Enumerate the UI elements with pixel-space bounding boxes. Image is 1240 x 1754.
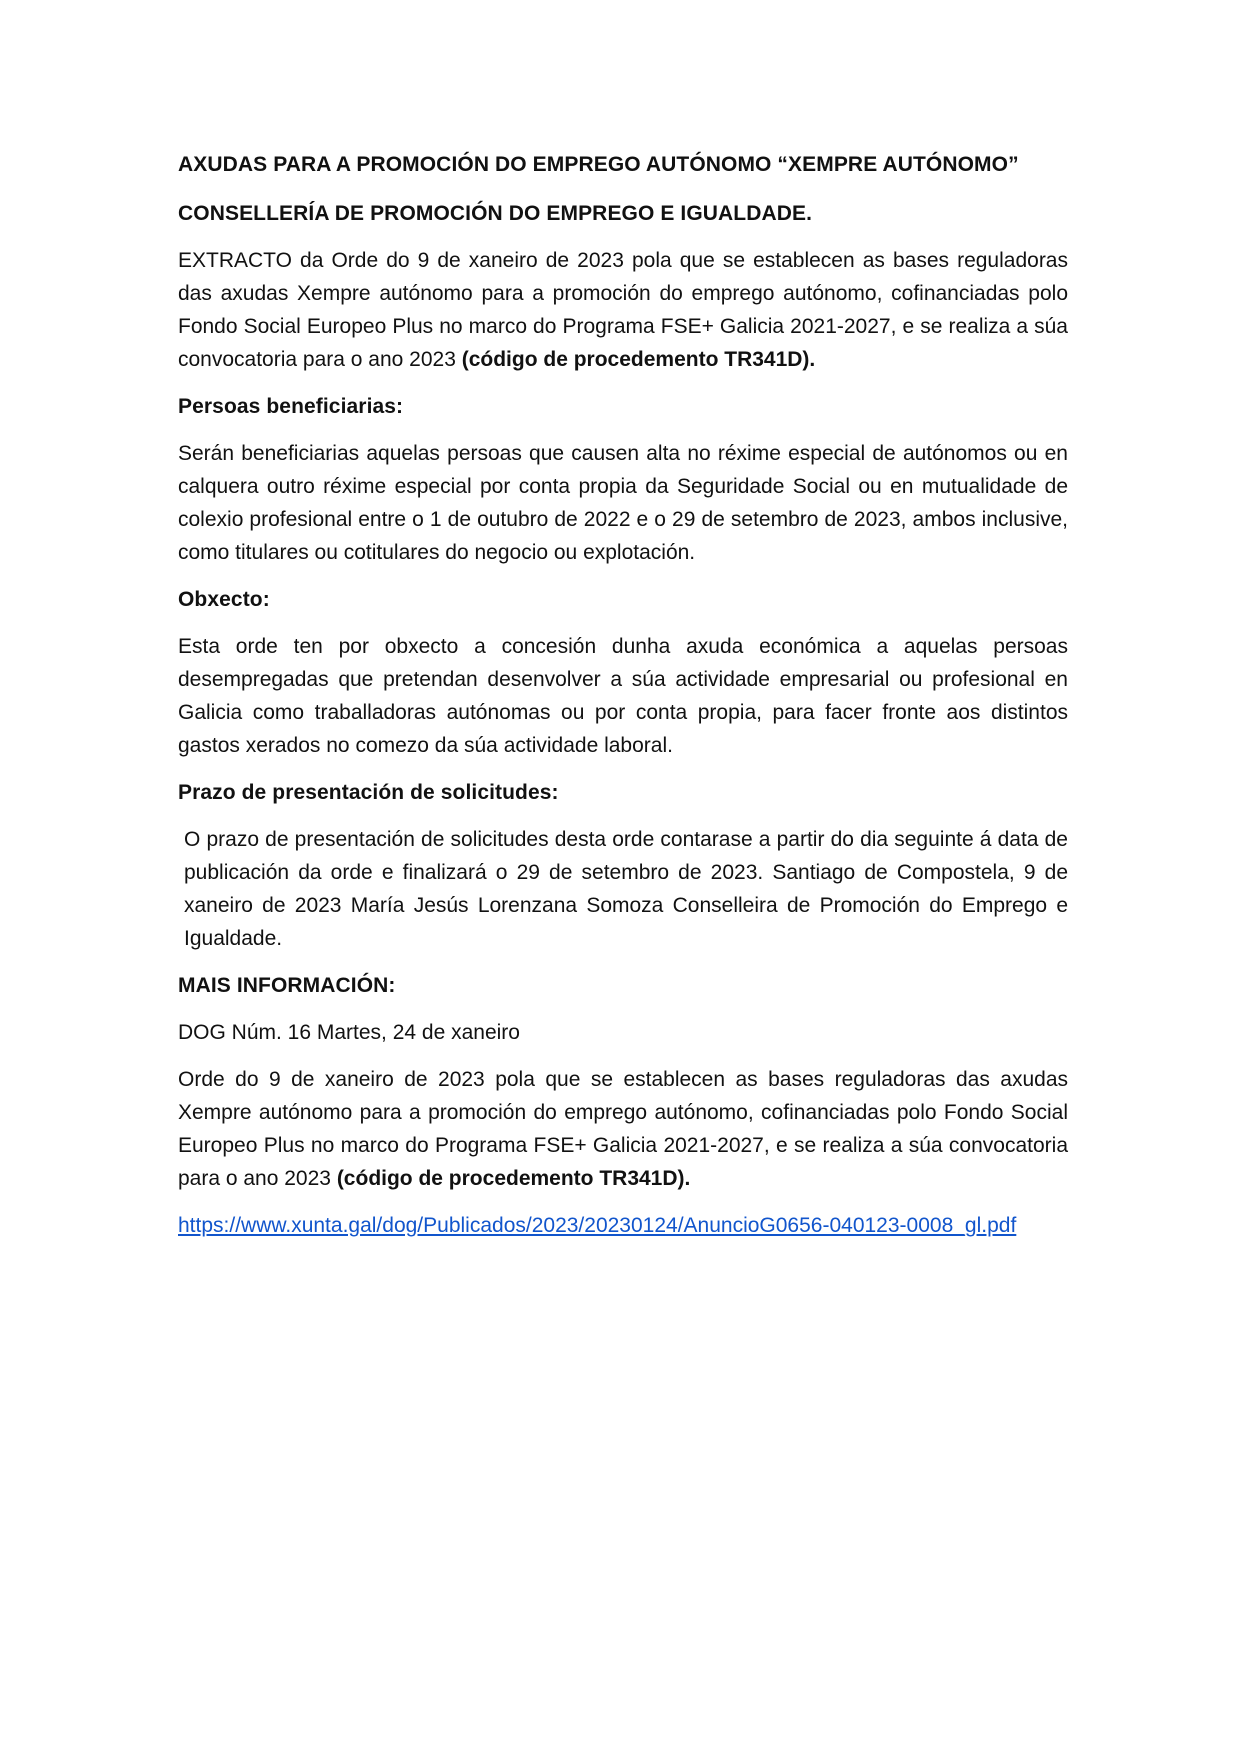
order-text: Orde do 9 de xaneiro de 2023 pola que se establecen as bases reguladoras das axudas Xempre autónomo para a promoción do emprego autónomo, cofinanciadas polo Fondo Social Europeo Plus no marco do Programa FSE+ Galicia 2021-2027, e se realiza a súa convocatoria para o ano 2023 <box>178 1068 1068 1190</box>
order-procedure-code: (código de procedemento TR341D). <box>336 1167 691 1190</box>
document-title: AXUDAS PARA A PROMOCIÓN DO EMPREGO AUTÓNOMO “XEMPRE AUTÓNOMO” <box>178 153 1019 176</box>
section-heading-deadline: Prazo de presentación de solicitudes: <box>178 781 559 804</box>
dog-pdf-link[interactable]: https://www.xunta.gal/dog/Publicados/2023/20230124/AnuncioG0656-040123-0008_gl.pdf <box>178 1214 1017 1237</box>
order-paragraph <box>178 1063 1068 1195</box>
document-page <box>178 148 1068 1256</box>
extract-paragraph <box>178 244 1068 376</box>
section-text-beneficiaries: Serán beneficiarias aquelas persoas que causen alta no réxime especial de autónomos ou en calquera outro réxime especial por conta propia da Seguridade Social ou en mutualidade de colexio profesional entre o 1 de outubro de 2022 e o 29 de setembro de 2023, ambos inclusive, como titulares ou cotitulares do negocio ou explotación. <box>178 442 1068 564</box>
section-heading-beneficiaries: Persoas beneficiarias: <box>178 395 404 418</box>
document-subtitle: CONSELLERÍA DE PROMOCIÓN DO EMPREGO E IGUALDADE. <box>178 202 813 225</box>
extract-text: EXTRACTO da Orde do 9 de xaneiro de 2023 pola que se establecen as bases reguladoras das axudas Xempre autónomo para a promoción do emprego autónomo, cofinanciadas polo Fondo Social Europeo Plus no marco do Programa FSE+ Galicia 2021-2027, e se realiza a súa convocatoria para o ano 2023 <box>178 249 1068 371</box>
dog-reference: DOG Núm. 16 Martes, 24 de xaneiro <box>178 1021 520 1044</box>
more-info-heading: MAIS INFORMACIÓN: <box>178 974 396 997</box>
extract-procedure-code: (código de procedemento TR341D). <box>461 348 816 371</box>
section-heading-object: Obxecto: <box>178 588 270 611</box>
link-paragraph <box>178 1209 1068 1242</box>
section-text-deadline: O prazo de presentación de solicitudes desta orde contarase a partir do dia seguinte á data de publicación da orde e finalizará o 29 de setembro de 2023. Santiago de Compostela, 9 de xaneiro de 2023 María Jesús Lorenzana Somoza Conselleira de Promoción do Emprego e Igualdade. <box>184 828 1068 950</box>
section-text-object: Esta orde ten por obxecto a concesión dunha axuda económica a aquelas persoas desempregadas que pretendan desenvolver a súa actividade empresarial ou profesional en Galicia como traballadoras autónomas ou por conta propia, para facer fronte aos distintos gastos xerados no comezo da súa actividade laboral. <box>178 635 1068 757</box>
